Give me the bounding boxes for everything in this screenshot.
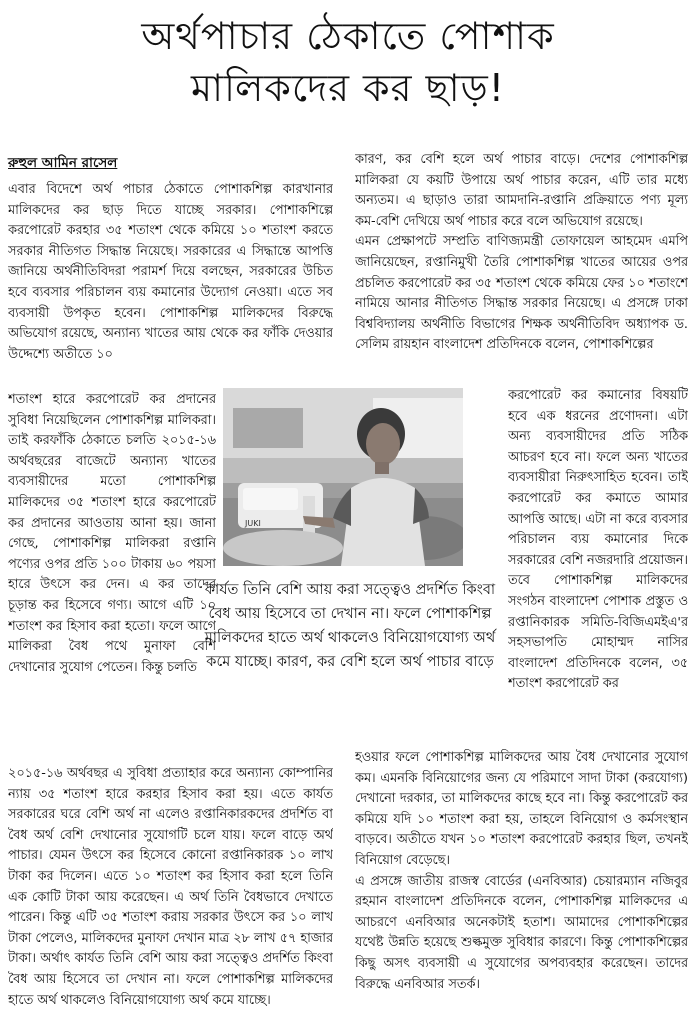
paragraph: করপোরেট কর কমানোর বিষয়টি হবে এক ধরনের প্রণোদনা। এটা অন্য ব্যবসায়ীদের প্রতি সঠিক আচরণ হবে না। ফলে অন্য খাতের ব্যবসায়ীরা নিরুৎসাহিত হবেন। তাই করপোরেট কর কমাতে আমার আপত্তি আছে। এটা না করে ব্যবসার পরিচালন ব্যয় কমানোর দিকে সরকারের বেশি নজরদারি প্রয়োজন। [508, 388, 688, 568]
paragraph: এ প্রসঙ্গে জাতীয় রাজস্ব বোর্ডের (এনবিআর) চেয়ারম্যান নজিবুর রহমান বাংলাদেশ প্রতিদিনকে বলেন, পোশাকশিল্প মালিকদের এ আচরণে এনবিআর অনেকটাই হতাশ। আমাদের পোশাকশিল্পের যথেষ্ট উন্নতি হয়েছে শুল্কমুক্ত সুবিধার কারণে। কিন্তু পোশাকশিল্পের কিছু অসৎ ব্যবসায়ী এ সুযোগের অপব্যবহার করেছেন। তাদের বিরুদ্ধে এনবিআর সতর্ক। [355, 873, 688, 992]
headline-line-2: মালিকদের কর ছাড়! [190, 66, 506, 110]
paragraph: শতাংশ হারে করপোরেট কর প্রদানের সুবিধা নিয়েছিলেন পোশাকশিল্প মালিকরা। তাই করফাঁকি ঠেকাতে চলতি ২০১৫-১৬ অর্থবছরের বাজেটে অন্যান্য খাতের ব্যবসায়ীদের মতো পোশাকশিল্প মালিকদের ৩৫ শতাংশ হারে করপোরেট কর প্রদানের আওতায় আনা হয়। জানা গেছে, পোশাকশিল্প মালিকরা রপ্তানি পণ্যের ওপর প্রতি ১০০ টাকায় ৬০ পয়সা হারে উৎসে কর দেন। এ কর তাদের চূড়ান্ত কর হিসেবে গণ্য। আগে এটি ১০ শতাংশ কর হিসাব করা হতো। ফলে আগে মালিকরা বৈধ পথে মুনাফা বেশি দেখানোর সুযোগ পেতেন। কিন্তু চলতি [8, 392, 216, 675]
garment-worker-photo [223, 388, 463, 566]
paragraph: এবার বিদেশে অর্থ পাচার ঠেকাতে পোশাকশিল্প কারখানার মালিকদের কর ছাড় দিতে যাচ্ছে সরকার। পোশাকশিল্পে করপোরেট করহার ৩৫ শতাংশ থেকে কমিয়ে ১০ শতাংশ করতে সরকার নীতিগত সিদ্ধান্ত নিয়েছে। সরকারের এ সিদ্ধান্তে আপত্তি জানিয়ে অর্থনীতিবিদরা পরামর্শ দিয়ে বলছেন, সরকারের উচিত হবে ব্যবসার পরিচালন ব্যয় কমানোর উদ্যোগ নেওয়া। এতে সব ব্যবসায়ী উপকৃত হবেন। পোশাকশিল্প মালিকদের বিরুদ্ধে অভিযোগ রয়েছে, অন্যান্য খাতের আয় থেকে কর ফাঁকি দেওয়ার উদ্দেশ্যে অতীতে ১০ [8, 182, 333, 362]
right-col-narrow-text [508, 386, 688, 746]
paragraph: হওয়ার ফলে পোশাকশিল্প মালিকদের আয় বৈধ দেখানোর সুযোগ কম। এমনকি বিনিয়োগের জন্য যে পরিমাণে সাদা টাকা (করযোগ্য) দেখানো দরকার, তা মালিকদের কাছে হবে না। কিন্তু করপোরেট কর কমিয়ে যদি ১০ শতাংশ করা হয়, তাহলে বিনিয়োগ ও কর্মসংস্থান বাড়বে। অতীতে যখন ১০ শতাংশ করপোরেট করহার ছিল, তখনই বিনিয়োগ বেড়েছে। [355, 750, 688, 868]
right-col-bottom-text [355, 748, 688, 1012]
paragraph: কারণ, কর বেশি হলে অর্থ পাচার বাড়ে। দেশের পোশাকশিল্প মালিকরা যে কয়টি উপায়ে অর্থ পাচার করেন, এটি তার মধ্যে অন্যতম। এ ছাড়াও তারা আমদানি-রপ্তানি প্রক্রিয়াতে পণ্য মূল্য কম-বেশি দেখিয়ে অর্থ পাচার করে বলে অভিযোগ রয়েছে। [355, 152, 688, 229]
machine-brand-label: JUKI [245, 519, 261, 528]
headline-line-1: অর্থপাচার ঠেকাতে পোশাক [141, 14, 555, 58]
paragraph: এমন প্রেক্ষাপটে সম্প্রতি বাণিজ্যমন্ত্রী তোফায়েল আহমেদ এমপি জানিয়েছেন, রপ্তানিমুখী তৈরি পোশাকশিল্প খাতের আয়ের ওপর প্রচলিত করপোরেট কর ৩৫ শতাংশ থেকে কমিয়ে ফের ১০ শতাংশে নামিয়ে আনার নীতিগত সিদ্ধান্ত সরকার নিয়েছে। এ প্রসঙ্গে ঢাকা বিশ্ববিদ্যালয় অর্থনীতি বিভাগের শিক্ষক অর্থনীতিবিদ অধ্যাপক ড. সেলিম রায়হান বাংলাদেশ প্রতিদিনকে বলেন, পোশাকশিল্পের [355, 234, 688, 353]
left-col-bottom-text [8, 764, 333, 1012]
left-col-narrow-text [8, 390, 216, 760]
pull-quote: কার্যত তিনি বেশি আয় করা সত্ত্বেও প্রদর্শিত কিংবা বৈধ আয় হিসেবে তা দেখান না। ফলে পোশাকশিল্প মালিকদের হাতে অর্থ থাকলেও বিনিয়োগযোগ্য অর্থ কমে যাচ্ছে। কারণ, কর বেশি হলে অর্থ পাচার বাড়ে [204, 582, 496, 670]
right-col-top-text [355, 150, 688, 384]
headline [0, 10, 696, 114]
photo-illustration [223, 388, 463, 566]
byline: রুহুল আমিন রাসেল [8, 155, 118, 171]
left-col-top-text [8, 180, 333, 386]
paragraph: ২০১৫-১৬ অর্থবছর এ সুবিধা প্রত্যাহার করে অন্যান্য কোম্পানির ন্যায় ৩৫ শতাংশ হারে করহার হিসাব করা হয়। এতে কার্যত সরকারের ঘরে বেশি অর্থ না এলেও রপ্তানিকারকদের প্রদর্শিত বা বৈধ অর্থ বেশি দেখানোর সুযোগটি চলে যায়। ফলে বাড়ে অর্থ পাচার। যেমন উৎসে কর হিসেবে কোনো রপ্তানিকারক ১০ লাখ টাকা কর দিলেন। এতে ১০ শতাংশ কর হিসাব করা হলে তিনি এক কোটি টাকা আয় করেছেন। এ অর্থ তিনি বৈধভাবে দেখাতে পারেন। কিন্তু এটি ৩৫ শতাংশ করায় সরকার উৎসে কর ১০ লাখ টাকা পেলেও, মালিকদের মুনাফা দেখান মাত্র ২৮ লাখ ৫৭ হাজার টাকা। অর্থাৎ কার্যত তিনি বেশি আয় করা সত্ত্বেও প্রদর্শিত কিংবা বৈধ আয় হিসেবে তা দেখান না। ফলে পোশাকশিল্প মালিকদের হাতে অর্থ থাকলেও বিনিয়োগযোগ্য অর্থ কমে যাচ্ছে। [8, 766, 333, 1008]
paragraph: তবে পোশাকশিল্প মালিকদের সংগঠন বাংলাদেশ পোশাক প্রস্তুত ও রপ্তানিকারক সমিতি-বিজিএমইএ'র সহসভাপতি মোহাম্মদ নাসির বাংলাদেশ প্রতিদিনকে বলেন, ৩৫ শতাংশ করপোরেট কর [508, 573, 688, 692]
